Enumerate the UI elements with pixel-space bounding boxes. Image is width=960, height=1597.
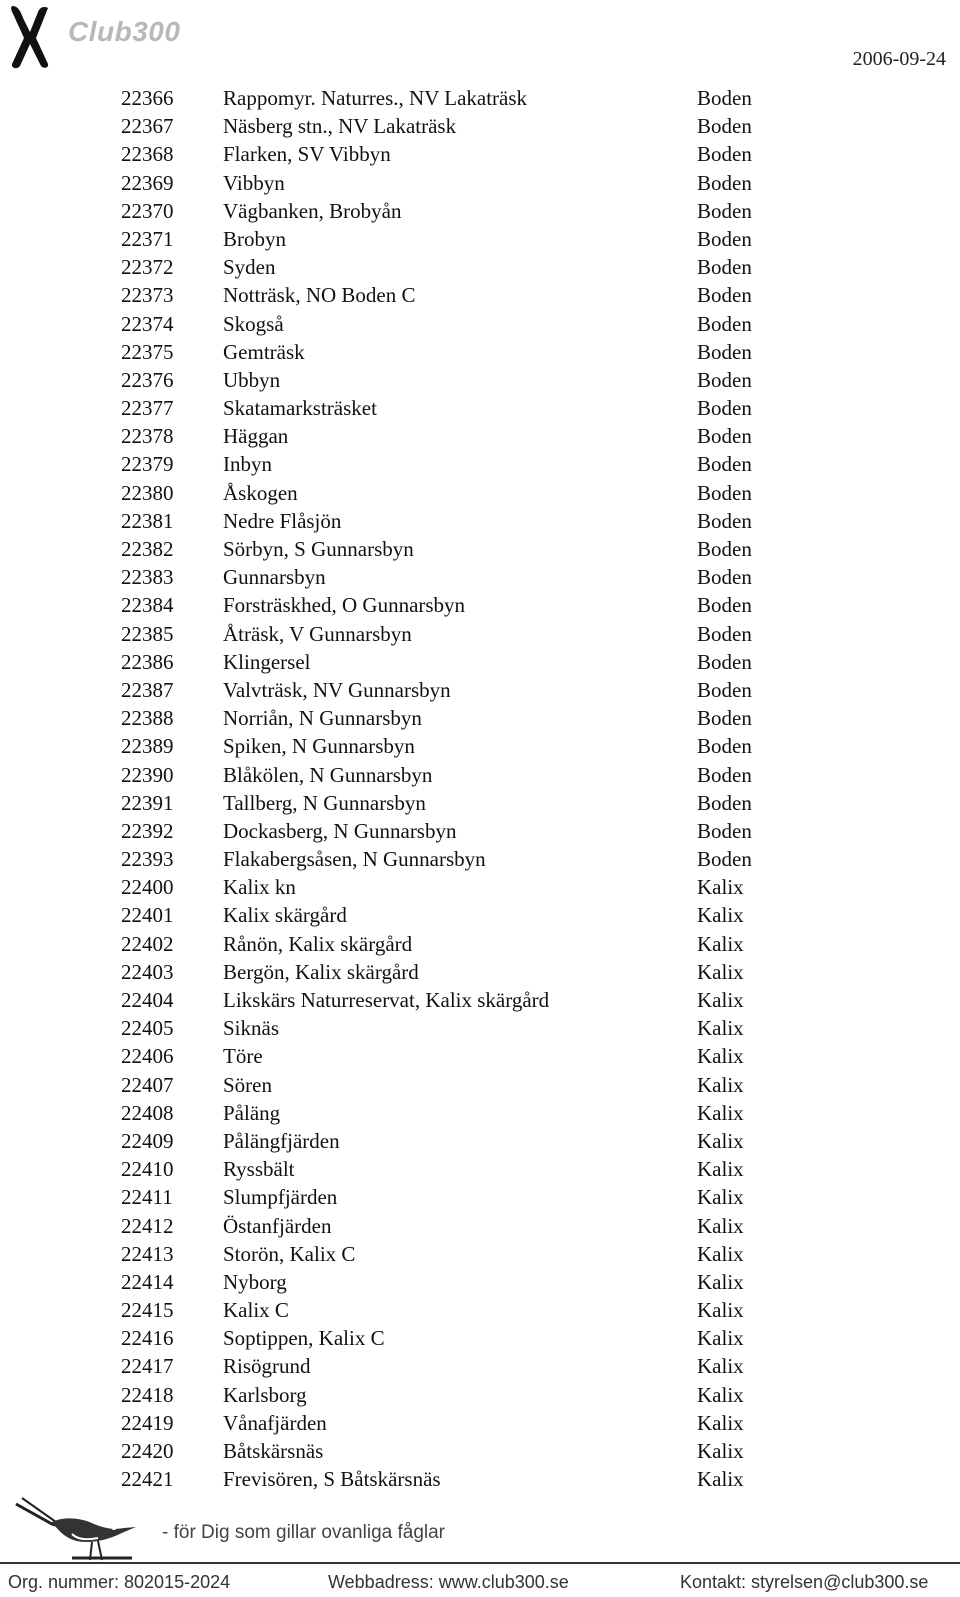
list-item	[0, 1296, 960, 1324]
site-number: 22400	[121, 875, 174, 900]
site-number: 22388	[121, 706, 174, 731]
site-number: 22420	[121, 1439, 174, 1463]
site-number: 22371	[121, 226, 174, 251]
municipality: Boden	[697, 396, 752, 421]
list-item	[0, 112, 960, 140]
site-number: 22376	[121, 367, 174, 392]
list-item	[0, 958, 960, 986]
site-name: Siknäs	[223, 1016, 280, 1041]
municipality: Boden	[697, 198, 752, 223]
logo-wordmark: Club300	[68, 16, 181, 47]
site-name: Flarken, SV Vibbyn	[223, 142, 391, 167]
site-name: Åskogen	[223, 480, 298, 505]
list-item	[0, 563, 960, 591]
site-number: 22404	[121, 988, 174, 1012]
site-name: Tallberg, N Gunnarsbyn	[223, 790, 426, 815]
list-item	[0, 140, 960, 168]
list-item	[0, 845, 960, 873]
site-name: Karlsborg	[223, 1382, 307, 1407]
site-number: 22409	[121, 1128, 174, 1153]
site-number: 22415	[121, 1298, 174, 1323]
site-name: Dockasberg, N Gunnarsbyn	[223, 818, 457, 843]
site-number: 22385	[121, 621, 174, 646]
site-number: 22372	[121, 255, 174, 280]
list-item	[0, 507, 960, 535]
site-number: 22374	[121, 311, 174, 336]
site-number: 22382	[121, 537, 174, 561]
x-logo-icon	[6, 2, 56, 72]
site-number: 22390	[121, 762, 174, 787]
municipality: Kalix	[697, 1128, 744, 1153]
site-name: Norriån, N Gunnarsbyn	[223, 706, 422, 731]
list-item	[0, 535, 960, 563]
site-number: 22391	[121, 790, 174, 815]
site-name: Valvträsk, NV Gunnarsbyn	[223, 677, 451, 702]
site-number: 22369	[121, 170, 174, 195]
site-number: 22386	[121, 649, 174, 674]
site-number: 22407	[121, 1072, 174, 1097]
list-item	[0, 253, 960, 281]
list-item	[0, 310, 960, 338]
list-item	[0, 1409, 960, 1437]
list-item	[0, 169, 960, 197]
list-item	[0, 1212, 960, 1240]
municipality: Boden	[697, 818, 752, 843]
site-name: Spiken, N Gunnarsbyn	[223, 734, 415, 759]
site-name: Näsberg stn., NV Lakaträsk	[223, 114, 457, 139]
list-item	[0, 591, 960, 619]
site-name: Åträsk, V Gunnarsbyn	[223, 621, 412, 646]
site-name: Vånafjärden	[223, 1410, 327, 1435]
municipality: Boden	[697, 649, 752, 674]
site-name: Risögrund	[223, 1354, 311, 1379]
municipality: Kalix	[697, 1467, 744, 1492]
site-number: 22406	[121, 1044, 174, 1069]
site-name: Töre	[223, 1044, 263, 1069]
site-name: Slumpfjärden	[223, 1185, 338, 1210]
site-name: Häggan	[223, 424, 289, 449]
municipality: Boden	[697, 424, 752, 449]
site-name: Östanfjärden	[223, 1213, 332, 1238]
site-number: 22387	[121, 677, 174, 702]
municipality: Kalix	[697, 1410, 744, 1435]
municipality: Kalix	[697, 1185, 744, 1210]
site-number: 22412	[121, 1213, 174, 1238]
list-item	[0, 761, 960, 789]
list-item	[0, 789, 960, 817]
list-item	[0, 1268, 960, 1296]
site-name: Inbyn	[223, 452, 272, 477]
municipality: Kalix	[697, 1213, 744, 1238]
site-name: Storön, Kalix C	[223, 1241, 356, 1266]
site-name: Kalix C	[223, 1298, 289, 1323]
list-item	[0, 338, 960, 366]
municipality: Boden	[697, 706, 752, 731]
list-item	[0, 1127, 960, 1155]
municipality: Boden	[697, 452, 752, 477]
list-item	[0, 1324, 960, 1352]
list-item	[0, 394, 960, 422]
list-item	[0, 1155, 960, 1183]
site-number: 22405	[121, 1016, 174, 1041]
site-name: Klingersel	[223, 649, 311, 674]
site-name: Nedre Flåsjön	[223, 508, 342, 533]
municipality: Kalix	[697, 959, 744, 984]
bird-illustration-icon	[12, 1494, 162, 1566]
list-item	[0, 1071, 960, 1099]
list-item	[0, 901, 960, 929]
municipality: Kalix	[697, 1354, 744, 1379]
list-item	[0, 986, 960, 1014]
site-number: 22370	[121, 198, 174, 223]
municipality: Boden	[697, 677, 752, 702]
municipality: Boden	[697, 142, 752, 167]
site-name: Rånön, Kalix skärgård	[223, 931, 413, 956]
municipality: Boden	[697, 255, 752, 280]
municipality: Kalix	[697, 1072, 744, 1097]
site-name: Nyborg	[223, 1269, 287, 1294]
footer-divider	[0, 1562, 960, 1564]
site-name: Skogså	[223, 311, 284, 336]
site-number: 22421	[121, 1467, 174, 1492]
municipality: Kalix	[697, 875, 744, 900]
list-item	[0, 422, 960, 450]
municipality: Kalix	[697, 1241, 744, 1266]
list-item	[0, 648, 960, 676]
municipality: Boden	[697, 339, 752, 364]
list-item	[0, 1437, 960, 1465]
site-number: 22384	[121, 593, 174, 618]
list-item	[0, 366, 960, 394]
site-name: Ubbyn	[223, 367, 281, 392]
municipality: Boden	[697, 283, 752, 308]
list-item	[0, 873, 960, 901]
municipality: Kalix	[697, 1016, 744, 1041]
site-number: 22416	[121, 1326, 174, 1351]
site-name: Sören	[223, 1072, 272, 1097]
municipality: Boden	[697, 508, 752, 533]
municipality: Kalix	[697, 1100, 744, 1125]
site-number: 22381	[121, 508, 174, 533]
site-number: 22378	[121, 424, 174, 449]
list-item	[0, 1183, 960, 1211]
footer-contact: Kontakt: styrelsen@club300.se	[680, 1572, 929, 1592]
site-name: Sörbyn, S Gunnarsbyn	[223, 537, 414, 561]
site-name: Rappomyr. Naturres., NV Lakaträsk	[223, 86, 528, 110]
site-name: Vägbanken, Brobyån	[223, 198, 402, 223]
municipality: Boden	[697, 565, 752, 590]
list-item	[0, 450, 960, 478]
site-name: Kalix skärgård	[223, 903, 347, 928]
club300-logo	[6, 2, 206, 72]
site-name: Gemträsk	[223, 339, 305, 364]
site-name: Forsträskhed, O Gunnarsbyn	[223, 593, 466, 618]
site-number: 22377	[121, 396, 174, 421]
municipality: Boden	[697, 790, 752, 815]
site-number: 22368	[121, 142, 174, 167]
site-name: Soptippen, Kalix C	[223, 1326, 385, 1351]
municipality: Kalix	[697, 988, 744, 1012]
site-number: 22379	[121, 452, 174, 477]
site-number: 22367	[121, 114, 174, 139]
municipality: Kalix	[697, 931, 744, 956]
site-name: Frevisören, S Båtskärsnäs	[223, 1467, 441, 1492]
municipality: Kalix	[697, 1044, 744, 1069]
list-item	[0, 732, 960, 760]
site-number: 22411	[121, 1185, 173, 1210]
footer-web-address: Webbadress: www.club300.se	[328, 1572, 569, 1592]
site-number: 22375	[121, 339, 174, 364]
list-item	[0, 704, 960, 732]
site-number: 22418	[121, 1382, 174, 1407]
site-name: Påläng	[223, 1100, 281, 1125]
site-number: 22403	[121, 959, 174, 984]
municipality: Kalix	[697, 1439, 744, 1463]
list-item	[0, 1352, 960, 1380]
site-number: 22419	[121, 1410, 174, 1435]
site-name: Pålängfjärden	[223, 1128, 340, 1153]
list-item	[0, 817, 960, 845]
municipality: Boden	[697, 621, 752, 646]
list-item	[0, 1381, 960, 1409]
site-number: 22413	[121, 1241, 174, 1266]
municipality: Kalix	[697, 903, 744, 928]
site-name: Vibbyn	[223, 170, 285, 195]
site-number: 22401	[121, 903, 174, 928]
municipality: Boden	[697, 734, 752, 759]
site-name: Flakabergsåsen, N Gunnarsbyn	[223, 847, 486, 872]
site-name: Gunnarsbyn	[223, 565, 326, 590]
list-item	[0, 1240, 960, 1268]
site-name: Kalix kn	[223, 875, 296, 900]
site-name: Skatamarksträsket	[223, 396, 377, 421]
site-number: 22380	[121, 480, 174, 505]
list-item	[0, 479, 960, 507]
municipality: Boden	[697, 114, 752, 139]
site-name: Blåkölen, N Gunnarsbyn	[223, 762, 433, 787]
list-item	[0, 84, 960, 112]
municipality: Kalix	[697, 1326, 744, 1351]
municipality: Boden	[697, 480, 752, 505]
site-number: 22383	[121, 565, 174, 590]
list-item	[0, 225, 960, 253]
site-number: 22389	[121, 734, 174, 759]
municipality: Kalix	[697, 1382, 744, 1407]
municipality: Kalix	[697, 1298, 744, 1323]
municipality: Boden	[697, 226, 752, 251]
list-item	[0, 930, 960, 958]
site-name: Bergön, Kalix skärgård	[223, 959, 419, 984]
site-name: Syden	[223, 255, 276, 280]
site-name: Brobyn	[223, 226, 286, 251]
list-item	[0, 1099, 960, 1127]
municipality: Boden	[697, 537, 752, 561]
site-list	[0, 84, 960, 1493]
municipality: Boden	[697, 86, 752, 110]
site-number: 22417	[121, 1354, 174, 1379]
page-footer	[0, 1490, 960, 1597]
list-item	[0, 620, 960, 648]
list-item	[0, 197, 960, 225]
list-item	[0, 1042, 960, 1070]
site-name: Ryssbält	[223, 1157, 295, 1182]
document-date: 2006-09-24	[852, 48, 946, 70]
footer-org-number: Org. nummer: 802015-2024	[8, 1572, 231, 1592]
site-name: Notträsk, NO Boden C	[223, 283, 416, 308]
municipality: Boden	[697, 847, 752, 872]
list-item	[0, 676, 960, 704]
footer-tagline: - för Dig som gillar ovanliga fåglar	[162, 1522, 446, 1543]
site-name: Båtskärsnäs	[223, 1439, 324, 1463]
municipality: Kalix	[697, 1157, 744, 1182]
site-number: 22402	[121, 931, 174, 956]
site-number: 22414	[121, 1269, 174, 1294]
list-item	[0, 281, 960, 309]
site-number: 22392	[121, 818, 174, 843]
site-name: Likskärs Naturreservat, Kalix skärgård	[223, 988, 550, 1012]
site-number: 22408	[121, 1100, 174, 1125]
municipality: Boden	[697, 593, 752, 618]
site-number: 22410	[121, 1157, 174, 1182]
list-item	[0, 1014, 960, 1042]
municipality: Boden	[697, 762, 752, 787]
municipality: Kalix	[697, 1269, 744, 1294]
site-number: 22393	[121, 847, 174, 872]
site-number: 22373	[121, 283, 174, 308]
municipality: Boden	[697, 311, 752, 336]
municipality: Boden	[697, 170, 752, 195]
municipality: Boden	[697, 367, 752, 392]
site-number: 22366	[121, 86, 174, 110]
